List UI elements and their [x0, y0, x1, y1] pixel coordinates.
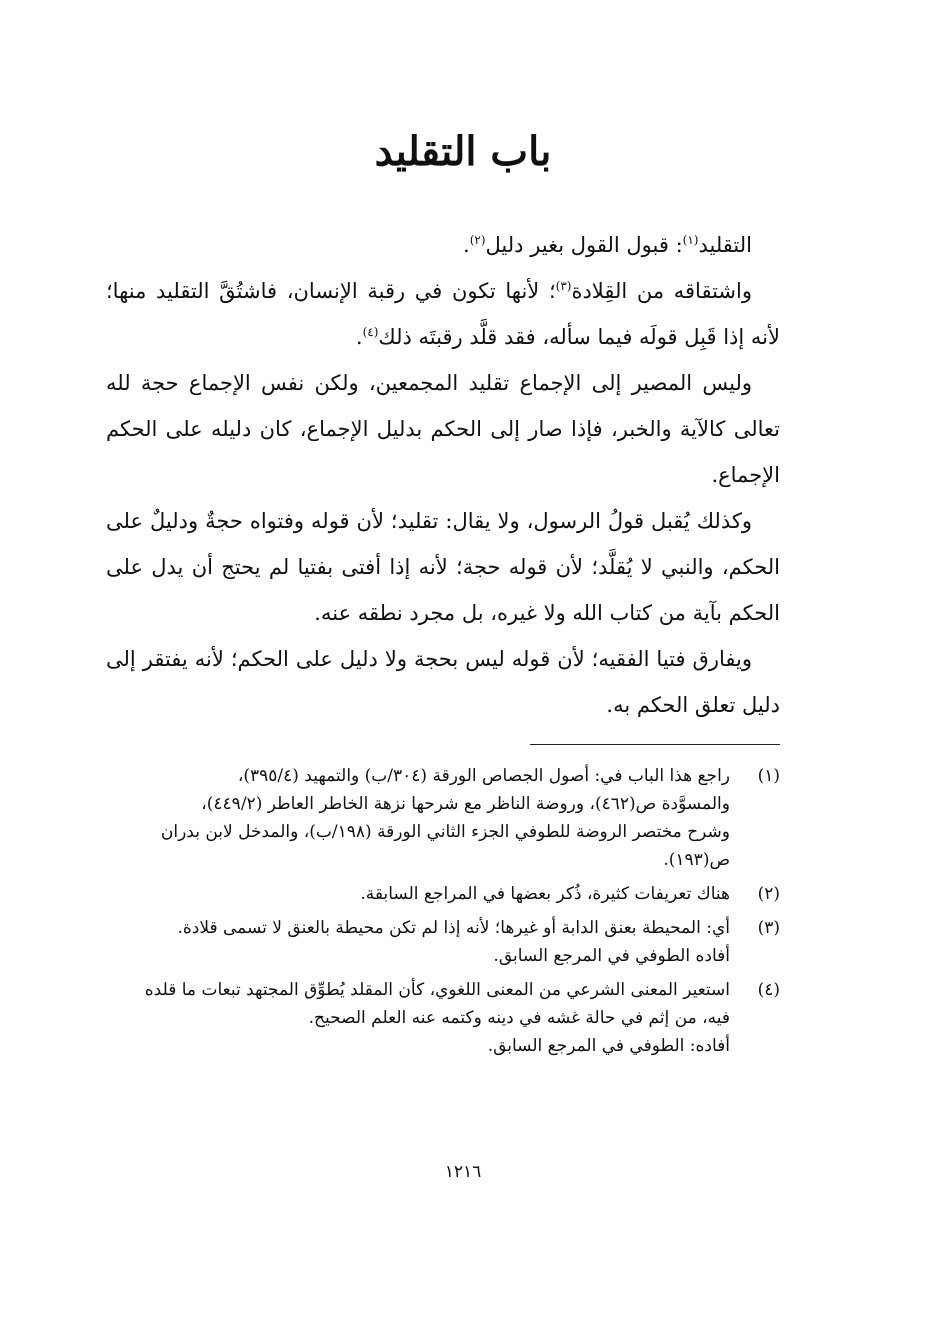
footnote-line: ص(١٩٣). — [663, 850, 730, 870]
main-text — [106, 222, 780, 728]
chapter-title: باب التقليد — [374, 128, 552, 175]
paragraph-consensus: وليس المصير إلى الإجماع تقليد المجمعين، ولكن نفس الإجماع حجة لله تعالى كالآية والخبر، فإذا صار إلى الحكم بدليل الإجماع، كان دليله على الحكم الإجماع. — [106, 371, 780, 487]
footnote-line: أفاده: الطوفي في المرجع السابق. — [487, 1036, 730, 1056]
paragraph-text: : قبول القول بغير دليل — [485, 233, 683, 257]
footnote-line: أي: المحيطة بعنق الدابة أو غيرها؛ لأنه إذا لم تكن محيطة بالعنق لا تسمى قلادة. — [177, 918, 730, 938]
footnote-ref[interactable]: (١) — [682, 233, 699, 247]
footnote-line: راجع هذا الباب في: أصول الجصاص الورقة (٣٠٤/ب) والتمهيد (٣٩٥/٤)، — [237, 766, 730, 786]
footnote-number: (٣) — [757, 918, 780, 938]
footnote-1 — [106, 762, 780, 874]
footnote-divider — [530, 744, 780, 745]
footnote-4 — [106, 976, 780, 1060]
paragraph-text: . — [355, 325, 363, 349]
footnote-2 — [106, 880, 780, 908]
paragraph-etymology — [106, 268, 780, 360]
paragraph-text: ؛ لأنها تكون في رقبة الإنسان، فاشتُقَّ التقليد منها؛ لأنه إذا قَبِل قولَه فيما سأله، فقد قلَّد رقبتَه ذلك — [106, 279, 780, 349]
footnote-number: (٢) — [757, 884, 780, 904]
paragraph-definition — [106, 222, 780, 268]
footnote-number: (١) — [757, 766, 780, 786]
footnote-line: هناك تعريفات كثيرة، ذُكر بعضها في المراجع السابقة. — [360, 884, 730, 904]
footnote-body — [106, 976, 730, 1060]
footnote-body — [106, 914, 730, 970]
footnote-ref[interactable]: (٣) — [555, 279, 572, 293]
paragraph-text: واشتقاقه من القِلادة — [571, 279, 752, 303]
paragraph-text: . — [463, 233, 470, 257]
footnote-3 — [106, 914, 780, 970]
page-number: ١٢١٦ — [444, 1162, 482, 1182]
footnote-number: (٤) — [757, 980, 780, 1000]
footnote-line: فيه، من إثم في حالة غشه في دينه وكتمه عنه العلم الصحيح. — [308, 1008, 730, 1028]
footnote-line: والمسوَّدة ص(٤٦٢)، وروضة الناظر مع شرحها نزهة الخاطر العاطر (٤٤٩/٢)، — [201, 794, 730, 814]
footnotes — [106, 762, 780, 1066]
paragraph-jurist: ويفارق فتيا الفقيه؛ لأن قوله ليس بحجة ولا دليل على الحكم؛ لأنه يفتقر إلى دليل تعلق الحكم به. — [106, 647, 780, 717]
footnote-body — [106, 762, 730, 874]
footnote-line: أفاده الطوفي في المرجع السابق. — [493, 946, 730, 966]
footnote-line: استعير المعنى الشرعي من المعنى اللغوي، كأن المقلد يُطوِّق المجتهد تبعات ما قلده — [144, 980, 730, 1000]
footnote-line: وشرح مختصر الروضة للطوفي الجزء الثاني الورقة (١٩٨/ب)، والمدخل لابن بدران — [160, 822, 730, 842]
paragraph-text: التقليد — [698, 233, 752, 257]
footnote-ref[interactable]: (٤) — [362, 325, 379, 339]
footnote-body — [106, 880, 730, 908]
paragraph-prophet: وكذلك يُقبل قولُ الرسول، ولا يقال: تقليد؛ لأن قوله وفتواه حجةٌ ودليلٌ على الحكم، والنبي لا يُقلَّد؛ لأن قوله حجة؛ لأنه إذا أفتى بفتيا لم يحتج أن يدل على الحكم بآية من كتاب الله ولا غيره، بل مجرد نطقه عنه. — [106, 509, 780, 625]
footnote-ref[interactable]: (٢) — [469, 233, 486, 247]
